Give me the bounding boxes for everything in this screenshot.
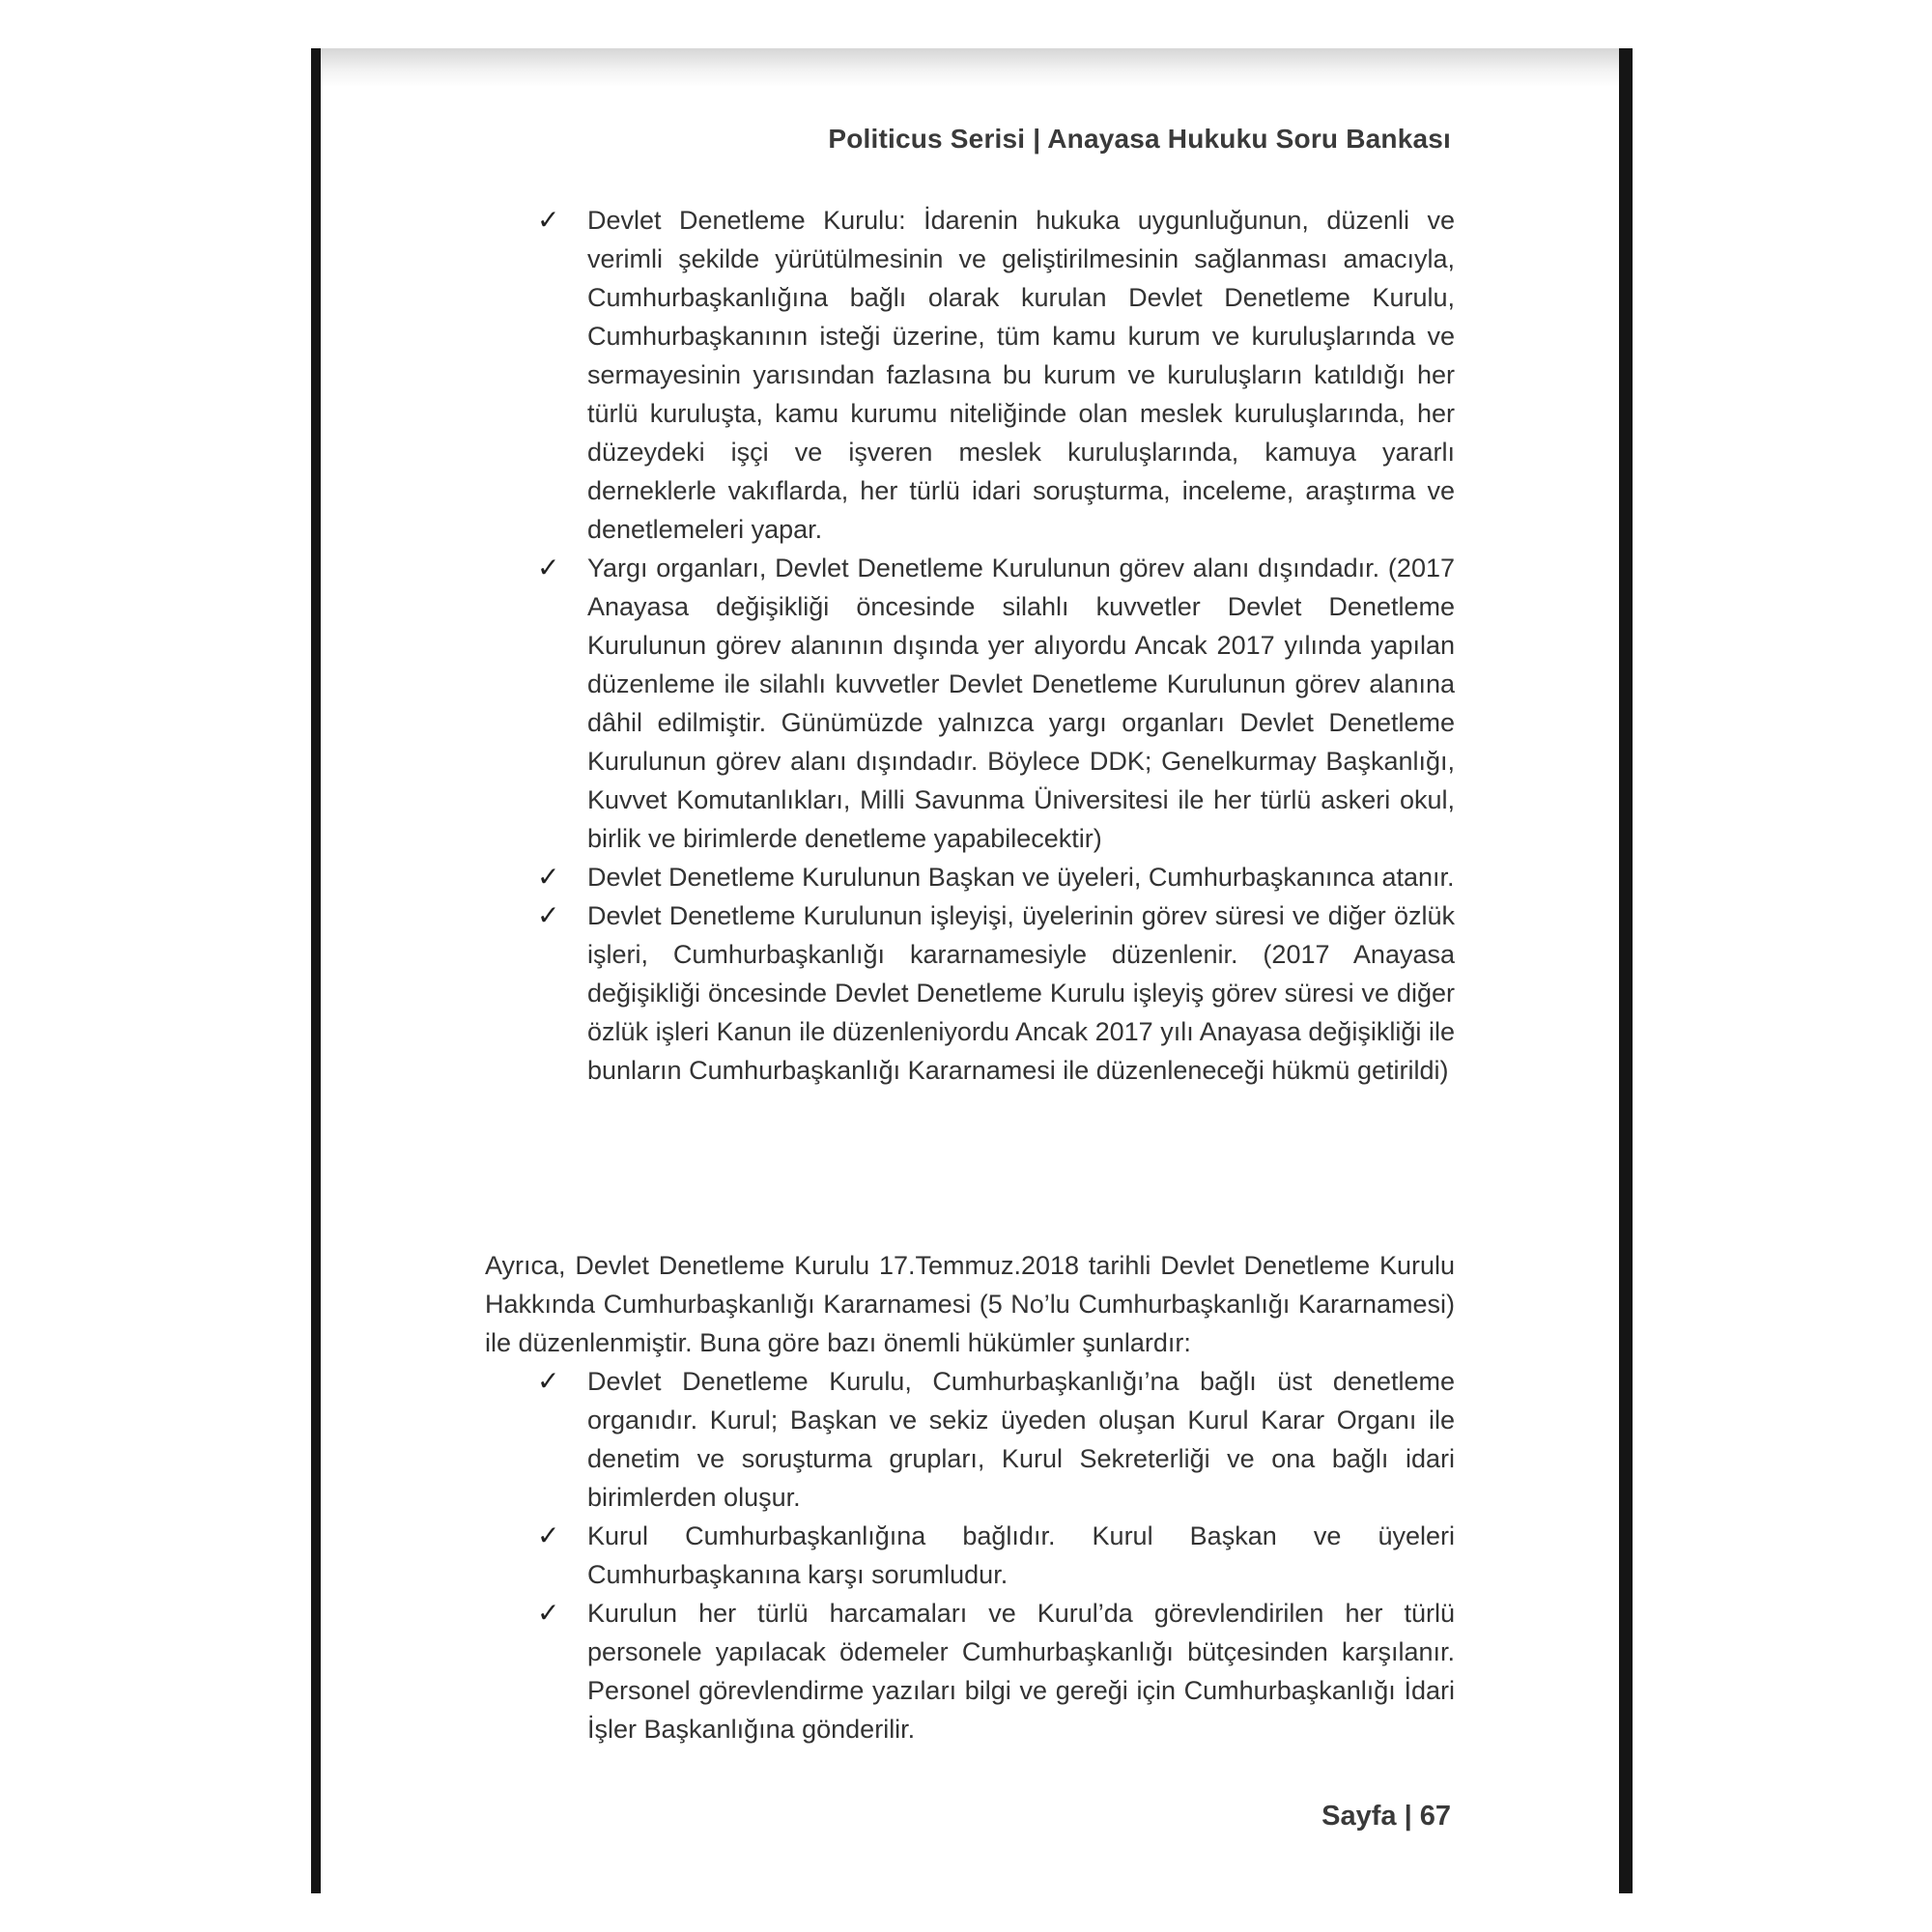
check-mark-icon: ✓	[537, 899, 560, 931]
list-item-text: Kurul Cumhurbaşkanlığına bağlıdır. Kurul Başkan ve üyeleri Cumhurbaşkanına karşı sorumludur.	[587, 1521, 1455, 1589]
list-item-text: Devlet Denetleme Kurulu: İdarenin hukuka uygunluğunun, düzenli ve verimli şekilde yürütülmesinin ve geliştirilmesinin sağlanması amacıyla, Cumhurbaşkanlığına bağlı olarak kurulan Devlet Denetleme Kurulu, Cumhurbaşkanının isteği üzerine, tüm kamu kurum ve kuruluşlarında ve sermayesinin yarısından fazlasına bu kurum ve kuruluşların katıldığı her türlü kuruluşta, kamu kurumu niteliğinde olan meslek kuruluşlarında, her düzeydeki işçi ve işveren meslek kuruluşlarında, kamuya yararlı derneklerle vakıflarda, her türlü idari soruşturma, inceleme, araştırma ve denetlemeleri yapar.	[587, 206, 1455, 544]
list-item	[537, 1517, 1455, 1594]
check-mark-icon: ✓	[537, 1365, 560, 1397]
list-item-text: Yargı organları, Devlet Denetleme Kurulunun görev alanı dışındadır. (2017 Anayasa değişikliği öncesinde silahlı kuvvetler Devlet Denetleme Kurulunun görev alanının dışında yer alıyordu Ancak 2017 yılında yapılan düzenleme ile silahlı kuvvetler Devlet Denetleme Kurulunun görev alanına dâhil edilmiştir. Günümüzde yalnızca yargı organları Devlet Denetleme Kurulunun görev alanı dışındadır. Böylece DDK; Genelkurmay Başkanlığı, Kuvvet Komutanlıkları, Milli Savunma Üniversitesi ile her türlü askeri okul, birlik ve birimlerde denetleme yapabilecektir)	[587, 554, 1455, 853]
list-item-text: Kurulun her türlü harcamaları ve Kurul’da görevlendirilen her türlü personele yapılacak ödemeler Cumhurbaşkanlığı bütçesinden karşılanır. Personel görevlendirme yazıları bilgi ve gereği için Cumhurbaşkanlığı İdari İşler Başkanlığına gönderilir.	[587, 1599, 1455, 1744]
page-right-border	[1619, 48, 1633, 1893]
check-mark-icon: ✓	[537, 552, 560, 583]
check-mark-icon: ✓	[537, 1597, 560, 1629]
list-item	[537, 1594, 1455, 1748]
list-item	[537, 858, 1455, 896]
page-left-border	[311, 48, 321, 1893]
list-item	[537, 201, 1455, 549]
check-mark-icon: ✓	[537, 204, 560, 236]
body-paragraph: Ayrıca, Devlet Denetleme Kurulu 17.Temmuz.2018 tarihli Devlet Denetleme Kurulu Hakkında Cumhurbaşkanlığı Kararnamesi (5 No’lu Cumhurbaşkanlığı Kararnamesi) ile düzenlenmiştir. Buna göre bazı önemli hükümler şunlardır:	[485, 1251, 1455, 1357]
ddk-provisions-list	[537, 201, 1455, 1090]
running-header: Politicus Serisi | Anayasa Hukuku Soru Bankası	[828, 124, 1451, 154]
list-item-text: Devlet Denetleme Kurulunun işleyişi, üyelerinin görev süresi ve diğer özlük işleri, Cumhurbaşkanlığı kararnamesiyle düzenlenir. (2017 Anayasa değişikliği öncesinde Devlet Denetleme Kurulu işleyiş görev süresi ve diğer özlük işleri Kanun ile düzenleniyordu Ancak 2017 yılı Anayasa değişikliği ile bunların Cumhurbaşkanlığı Kararnamesi ile düzenleneceği hükmü getirildi)	[587, 901, 1455, 1085]
list-item	[537, 1362, 1455, 1517]
list-item-text: Devlet Denetleme Kurulunun Başkan ve üyeleri, Cumhurbaşkanınca atanır.	[587, 863, 1455, 892]
page-top-shadow	[321, 48, 1619, 87]
list-item	[537, 896, 1455, 1090]
decree-provisions-list	[537, 1362, 1455, 1748]
check-mark-icon: ✓	[537, 861, 560, 893]
list-item	[537, 549, 1455, 858]
page-number: Sayfa | 67	[1321, 1801, 1451, 1832]
check-mark-icon: ✓	[537, 1520, 560, 1551]
list-item-text: Devlet Denetleme Kurulu, Cumhurbaşkanlığı’na bağlı üst denetleme organıdır. Kurul; Başkan ve sekiz üyeden oluşan Kurul Karar Organı ile denetim ve soruşturma grupları, Kurul Sekreterliği ve ona bağlı idari birimlerden oluşur.	[587, 1367, 1455, 1512]
